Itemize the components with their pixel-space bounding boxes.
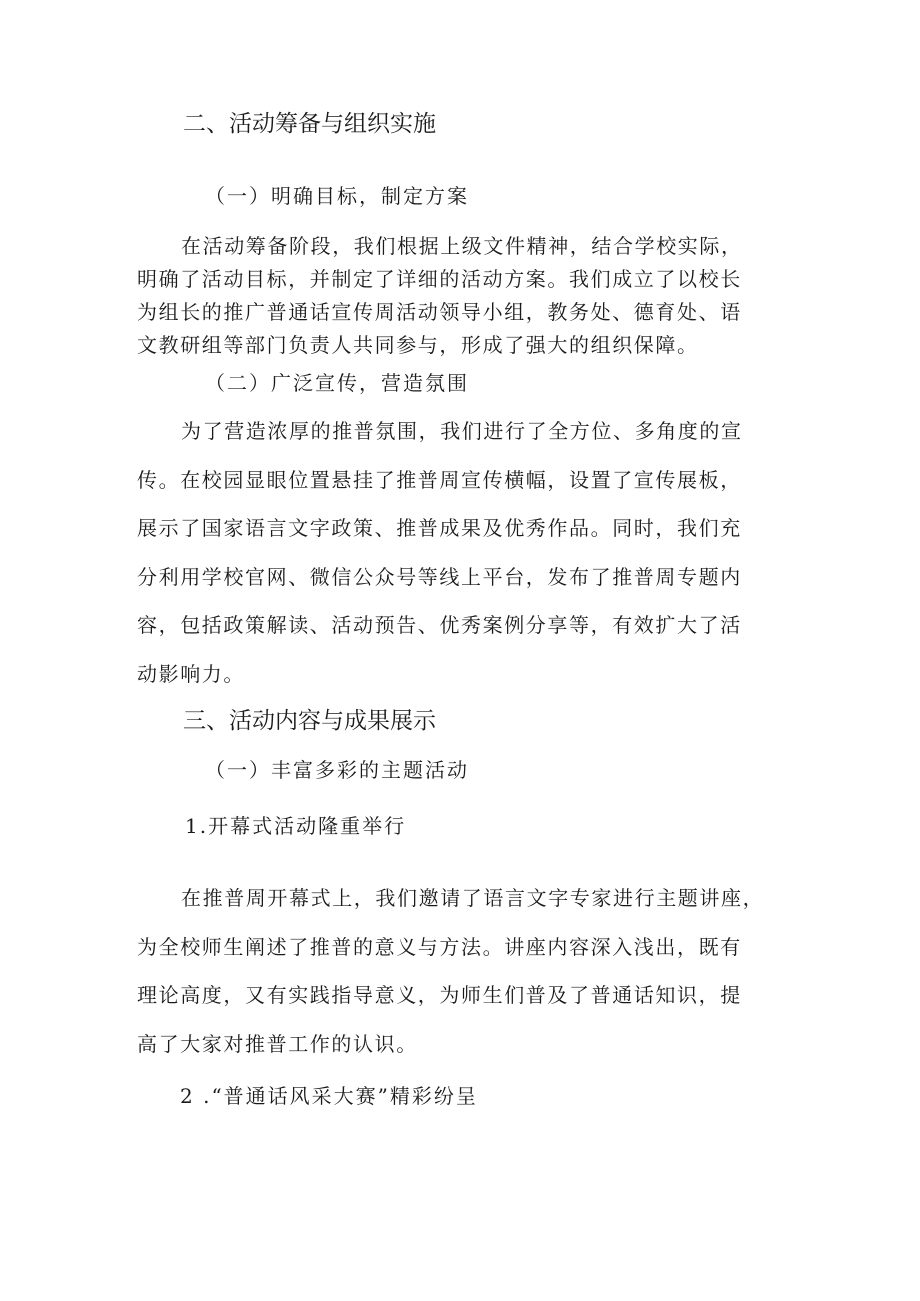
paragraph-line: 理论高度，又有实践指导意义，为师生们普及了普通话知识，提 [137,983,742,1007]
paragraph-line: 文教研组等部门负责人共同参与，形成了强大的组织保障。 [137,333,699,357]
subsection-heading-3-1: （一）丰富多彩的主题活动 [205,758,469,782]
paragraph-line: 传。在校园显眼位置悬挂了推普周宣传横幅，设置了宣传展板， [137,467,742,492]
item-heading-2: 2 .“普通话风采大赛”精彩纷呈 [180,1084,478,1108]
paragraph-line: 高了大家对推普工作的认识。 [137,1031,418,1056]
section-heading-3: 三、活动内容与成果展示 [183,708,436,734]
section-heading-2: 二、活动筹备与组织实施 [183,111,436,137]
paragraph-line: 在活动筹备阶段，我们根据上级文件精神，结合学校实际， [181,234,743,258]
item-heading-1: 1.开幕式活动隆重举行 [185,814,407,838]
paragraph-line: 展示了国家语言文字政策、推普成果及优秀作品。同时，我们充 [137,516,742,540]
subsection-heading-2-1: （一）明确目标，制定方案 [205,184,469,208]
paragraph-line: 容，包括政策解读、活动预告、优秀案例分享等，有效扩大了活 [137,613,742,637]
paragraph-line: 在推普周开幕式上，我们邀请了语言文字专家进行主题讲座， [181,886,765,910]
paragraph-2-2 [137,407,787,698]
paragraph-line: 为全校师生阐述了推普的意义与方法。讲座内容深入浅出，既有 [137,934,742,959]
paragraph-line: 明确了活动目标，并制定了详细的活动方案。我们成立了以校长 [137,267,742,291]
paragraph-line: 为组长的推广普通话宣传周活动领导小组，教务处、德育处、语 [137,300,742,324]
paragraph-line: 分利用学校官网、微信公众号等线上平台，发布了推普周专题内 [137,564,742,589]
paragraph-line: 动影响力。 [137,661,245,686]
subsection-heading-2-2: （二）广泛宣传，营造氛围 [205,371,469,395]
paragraph-2-1 [137,230,787,362]
paragraph-line: 为了营造浓厚的推普氛围，我们进行了全方位、多角度的宣 [181,419,743,443]
paragraph-3-1-1 [137,874,787,1068]
